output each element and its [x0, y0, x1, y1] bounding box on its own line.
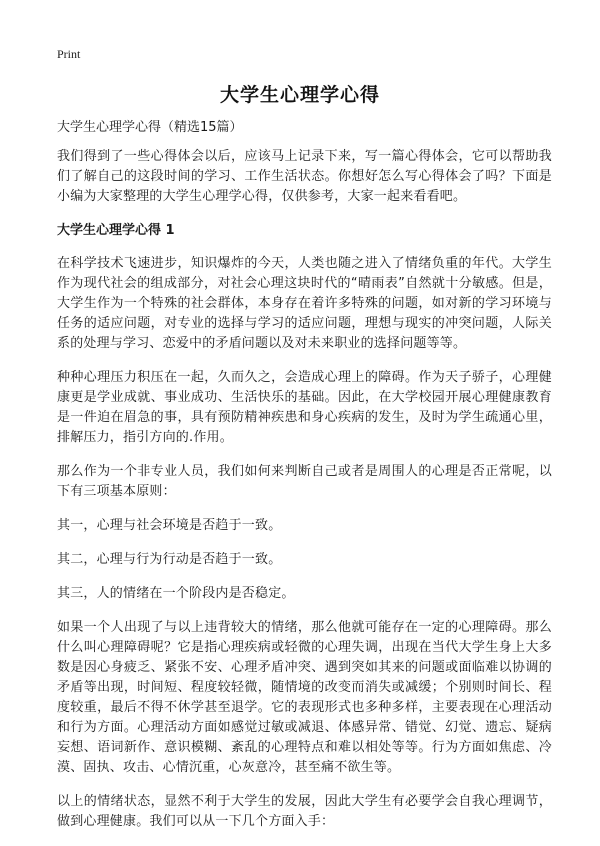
article-subtitle: 大学生心理学心得（精选15篇） — [57, 120, 243, 135]
paragraph-1: 在科学技术飞速进步，知识爆炸的今天，人类也随之进入了情绪负重的年代。大学生作为现代社会的组成部分，对社会心理这块时代的“晴雨表”自然就十分敏感。但是，大学生作为一个特殊的社会群体，本身存在着许多特殊的问题，如对新的学习环境与任务的适应问题，对专业的选择与学习的适应问题，理想与现实的冲突问题，人际关系的处理与学习、恋爱中的矛盾问题以及对未来职业的选择问题等等。 — [57, 256, 552, 351]
article-body — [57, 118, 552, 846]
print-link[interactable]: Print — [57, 47, 81, 61]
intro-paragraph: 我们得到了一些心得体会以后，应该马上记录下来，写一篇心得体会，它可以帮助我们了解自己的这段时间的学习、工作生活状态。你想好怎么写心得体会了吗？下面是小编为大家整理的大学生心理学心得，仅供参考，大家一起来看看吧。 — [57, 149, 552, 204]
paragraph-3: 那么作为一个非专业人员，我们如何来判断自己或者是周围人的心理是否正常呢，以下有三项基本原则： — [57, 464, 552, 499]
principle-2: 其二，心理与行为行动是否趋于一致。 — [57, 552, 282, 567]
principle-3: 其三，人的情绪在一个阶段内是否稳定。 — [57, 586, 295, 601]
paragraph-2: 种种心理压力积压在一起，久而久之，会造成心理上的障碍。作为天子骄子，心理健康更是学业成就、事业成功、生活快乐的基础。因此，在大学校园开展心理健康教育是一件迫在眉急的事，具有预防精神疾患和身心疾病的发生，及时为学生疏通心里，排解压力，指引方向的.作用。 — [57, 370, 552, 445]
paragraph-4: 如果一个人出现了与以上违背较大的情绪，那么他就可能存在一定的心理障碍。那么什么叫心理障碍呢？它是指心理疾病或轻微的心理失调，出现在当代大学生身上大多数是因心身疲乏、紧张不安、心理矛盾冲突、遇到突如其来的问题或面临难以协调的矛盾等出现，时间短、程度较轻微，随情境的改变而消失或减缓；个别则时间长、程度较重，最后不得不休学甚至退学。它的表现形式也多种多样，主要表现在心理活动和行为方面。心理活动方面如感觉过敏或减退、体感异常、错觉、幻觉、遗忘、疑病妄想、语词新作、意识模糊、紊乱的心理特点和难以相处等等。行为方面如焦虑、冷漠、固执、攻击、心情沉重，心灰意冷，甚至痛不欲生等。 — [57, 620, 552, 775]
page-title: 大学生心理学心得 — [219, 84, 380, 106]
section-heading: 大学生心理学心得 1 — [57, 223, 175, 238]
paragraph-5: 以上的情绪状态，显然不利于大学生的发展，因此大学生有必要学会自我心理调节，做到心理健康。我们可以从一下几个方面入手： — [57, 794, 552, 829]
principle-1: 其一，心理与社会环境是否趋于一致。 — [57, 518, 282, 533]
